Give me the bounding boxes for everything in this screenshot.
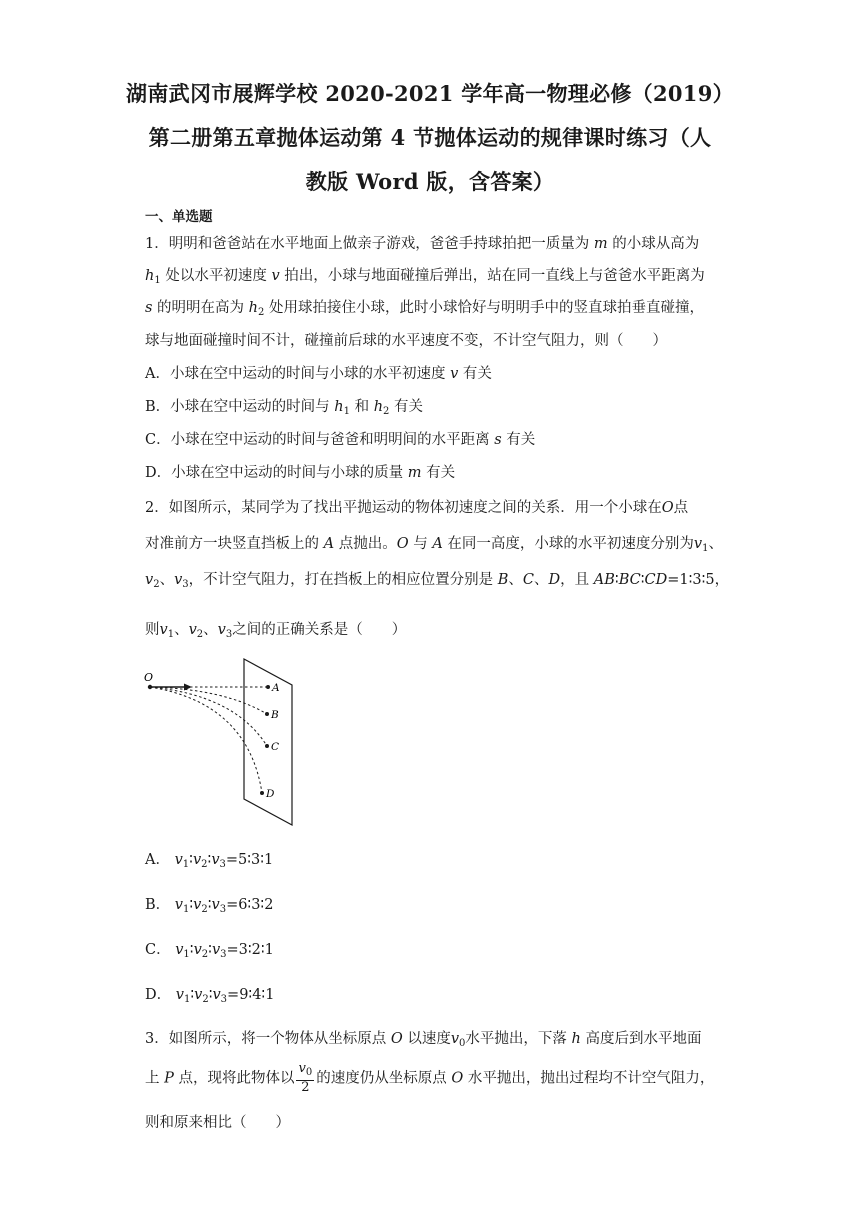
trajectory-b: [150, 687, 267, 714]
q1-line-3: s 的明明在高为 $h_2$ 处用球拍接住小球，此时小球恰好与明明手中的竖直球拍垂直碰撞，: [145, 300, 704, 318]
doc-title-line-3: 教版 Word 版，含答案）: [305, 169, 555, 194]
section-heading: 一、单选题: [145, 209, 213, 225]
q2-option-b[interactable]: B． $v_1∶v_2∶v_3=6∶3∶2$: [145, 897, 274, 915]
projectile-figure: [140, 655, 300, 830]
q1-line-2: $h_1$ 处以水平初速度 v 拍出，小球与地面碰撞后弹出，站在同一直线上与爸爸水平距离为: [145, 268, 705, 286]
point-a: [266, 685, 270, 689]
fraction-v0-over-2: $\frac{v_0}{2}$: [298, 1061, 313, 1095]
point-c: [265, 744, 269, 748]
point-b: [265, 712, 269, 716]
doc-title-line-2: 第二册第五章抛体运动第 4 节抛体运动的规律课时练习（人: [148, 125, 712, 150]
vertical-board: [244, 659, 292, 825]
label-o: O: [144, 671, 154, 684]
label-a: A: [272, 682, 280, 694]
q1-option-d[interactable]: D．小球在空中运动的时间与小球的质量 m 有关: [145, 465, 456, 481]
q3-line-2: 上 P 点，现将此物体以 $\frac{v_0}{2}$ 的速度仍从坐标原点 O 水平抛出，抛出过程均不计空气阻力，: [145, 1061, 715, 1095]
label-c: C: [271, 741, 280, 753]
q2-line-1: 2．如图所示，某同学为了找出平抛运动的物体初速度之间的关系．用一个小球在O点: [145, 500, 689, 516]
point-o: [148, 685, 152, 689]
q1-option-c[interactable]: C．小球在空中运动的时间与爸爸和明明间的水平距离 s 有关: [145, 432, 536, 448]
q1-option-a[interactable]: A．小球在空中运动的时间与小球的水平初速度 v 有关: [145, 366, 492, 382]
q1-option-b[interactable]: B．小球在空中运动的时间与 $h_1$ 和 $h_2$ 有关: [145, 399, 424, 417]
q2-line-4: 则$v_1$、$v_2$、$v_3$之间的正确关系是（ ）: [145, 622, 407, 640]
label-d: D: [266, 788, 275, 800]
q2-option-c[interactable]: C． $v_1∶v_2∶v_3=3∶2∶1$: [145, 942, 274, 960]
q1-line-1: 1．明明和爸爸站在水平地面上做亲子游戏，爸爸手持球拍把一质量为 m 的小球从高为: [145, 236, 700, 252]
q1-line-4: 球与地面碰撞时间不计，碰撞前后球的水平速度不变，不计空气阻力，则（ ）: [145, 333, 667, 349]
q3-line-3: 则和原来相比（ ）: [145, 1115, 290, 1131]
q2-option-d[interactable]: D． $v_1∶v_2∶v_3=9∶4∶1$: [145, 987, 275, 1005]
q2-line-2: 对准前方一块竖直挡板上的 A 点抛出。O 与 A 在同一高度，小球的水平初速度分别为$v_1$、: [145, 536, 723, 554]
q3-line-1: 3．如图所示，将一个物体从坐标原点 O 以速度$v_0$水平抛出，下落 h 高度后到水平地面: [145, 1031, 702, 1049]
doc-title-line-1: 湖南武冈市展辉学校 2020-2021 学年高一物理必修（2019）: [126, 81, 734, 106]
label-b: B: [271, 709, 279, 721]
trajectory-c: [150, 687, 267, 746]
q2-line-3: $v_2$、$v_3$，不计空气阻力，打在挡板上的相应位置分别是 B、C、D，且 AB∶BC∶CD=1∶3∶5，: [145, 572, 730, 590]
point-d: [260, 791, 264, 795]
q2-option-a[interactable]: A． $v_1∶v_2∶v_3=5∶3∶1$: [145, 852, 274, 870]
